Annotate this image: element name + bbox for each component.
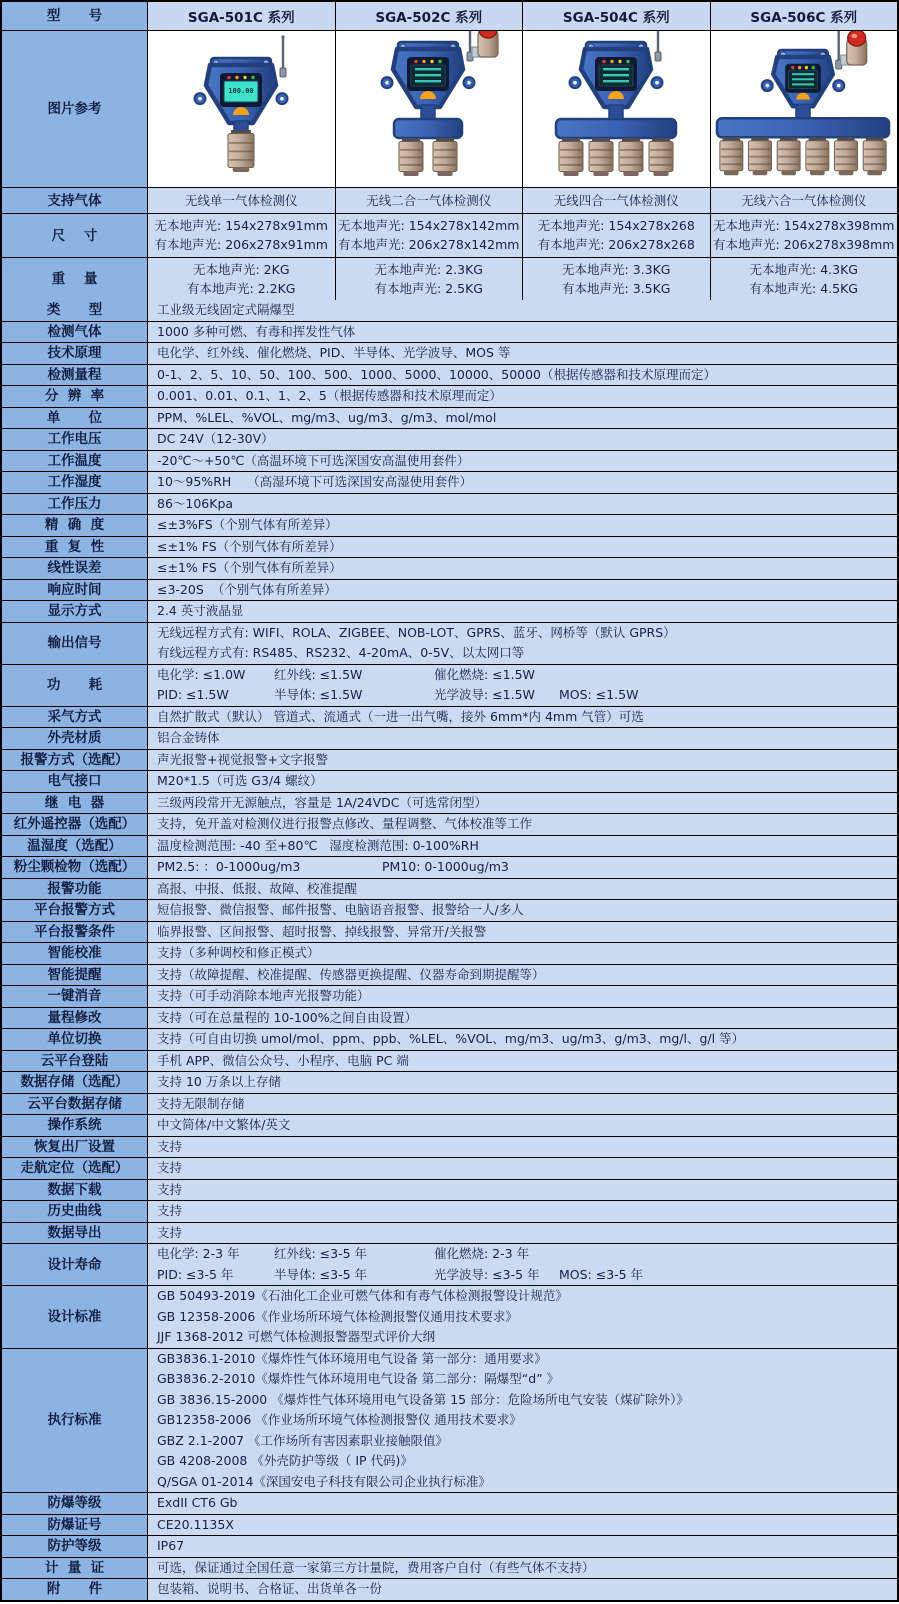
spec-line: 短信报警、微信报警、邮件报警、电脑语音报警、报警给一人/多人	[157, 902, 524, 917]
spec-line: 铝合金铸体	[157, 730, 220, 745]
spec-row	[2, 1157, 897, 1179]
spec-line: GB 50493-2019《石油化工企业可燃气体和有毒气体检测报警设计规范》	[157, 1288, 568, 1303]
spec-row	[2, 1179, 897, 1201]
spec-line: GB 3836.15-2000 《爆炸性气体环境用电气设备第 15 部分：危险场所电气安装（煤矿除外）》	[157, 1391, 689, 1407]
spec-value	[148, 1029, 897, 1050]
spec-line: CE20.1135X	[157, 1516, 234, 1532]
size-line: 有本地声光: 206x278x142mm	[338, 237, 520, 253]
spec-line: 无线远程方式有: WIFI、ROLA、ZIGBEE、NOB-LOT、GPRS、蓝牙、网桥等（默认 GPRS）	[157, 624, 676, 640]
weight-line: 无本地声光: 3.3KG	[562, 261, 671, 277]
spec-value	[148, 728, 897, 749]
spec-row	[2, 706, 897, 728]
spec-row	[2, 1093, 897, 1115]
spec-label: 数据存储（选配）	[2, 1072, 148, 1093]
spec-value	[148, 408, 897, 429]
size-line: 无本地声光: 154x278x142mm	[338, 217, 520, 233]
spec-label: 技术原理	[2, 343, 148, 364]
spec-label: 输出信号	[2, 623, 148, 664]
spec-segment: 光学波导: ≤1.5W	[434, 687, 535, 702]
spec-line: 声光报警+视觉报警+文字报警	[157, 751, 328, 767]
spec-value	[148, 793, 897, 814]
spec-value	[148, 665, 897, 706]
spec-line: 0.001、0.01、0.1、1、2、5（根据传感器和技术原理而定）	[157, 388, 502, 403]
spec-line: 10～95%RH （高湿环境下可选深国安高湿使用套件）	[157, 474, 473, 489]
spec-value	[148, 472, 897, 493]
spec-row	[2, 1557, 897, 1579]
spec-label: 云平台登陆	[2, 1051, 148, 1072]
size-line: 无本地声光: 154x278x268	[537, 217, 695, 233]
spec-label: 工作压力	[2, 494, 148, 515]
spec-label: 计 量 证	[2, 1558, 148, 1579]
spec-line: 2.4 英寸液晶显	[157, 603, 244, 618]
spec-value	[148, 537, 897, 558]
spec-line: Q/SGA 01-2014《深国安电子科技有限公司企业执行标准》	[157, 1473, 491, 1489]
gas-type-cell: 无线六合一气体检测仪	[711, 188, 898, 213]
spec-segment: 光学波导: ≤3-5 年	[434, 1266, 540, 1282]
spec-value	[148, 922, 897, 943]
supported-gas-row	[2, 187, 897, 213]
spec-row	[2, 321, 897, 343]
spec-row	[2, 1071, 897, 1093]
spec-label: 工作电压	[2, 429, 148, 450]
spec-row	[2, 364, 897, 386]
spec-line: GB 12358-2006《作业场所环境气体检测报警仪通用技术要求》	[157, 1308, 518, 1324]
spec-label: 检测气体	[2, 322, 148, 343]
size-line: 有本地声光: 206x278x268	[537, 237, 695, 253]
spec-label: 电气接口	[2, 771, 148, 792]
spec-segment: 红外线: ≤3-5 年	[274, 1246, 368, 1261]
size-cell	[523, 214, 711, 257]
size-cell	[336, 214, 524, 257]
spec-line: 可选，保证通过全国任意一家第三方计量院，费用客户自付（有些气体不支持）	[157, 1559, 595, 1575]
spec-line: -20℃～+50℃（高温环境下可选深国安高温使用套件）	[157, 452, 470, 468]
spec-value	[148, 771, 897, 792]
spec-label: 平台报警方式	[2, 900, 148, 921]
weight-cell	[523, 258, 711, 300]
spec-segment: 电化学: 2-3 年	[157, 1246, 240, 1261]
size-cell	[711, 214, 898, 257]
spec-row	[2, 1578, 897, 1600]
spec-segment: PM2.5: ：0-1000ug/m3	[157, 859, 301, 874]
spec-value	[148, 1094, 897, 1115]
spec-label: 一键消音	[2, 986, 148, 1007]
weight-line: 无本地声光: 2.3KG	[374, 261, 483, 277]
spec-value	[148, 943, 897, 964]
spec-row	[2, 493, 897, 515]
spec-value	[148, 558, 897, 579]
weight-row-label: 重 量	[2, 258, 148, 300]
size-line: 无本地声光: 154x278x91mm	[154, 217, 328, 233]
device-image-cell	[148, 31, 336, 187]
size-line: 有本地声光: 206x278x398mm	[713, 237, 895, 253]
model-header-sga-502c: SGA-502C 系列	[336, 2, 524, 30]
spec-value	[148, 1515, 897, 1536]
spec-row	[2, 835, 897, 857]
spec-line: PPM、%LEL、%VOL、mg/m3、ug/m3、g/m3、mol/mol	[157, 409, 497, 425]
spec-line: 支持	[157, 1160, 183, 1175]
spec-value	[148, 494, 897, 515]
spec-row	[2, 1243, 897, 1285]
spec-line: 包装箱、说明书、合格证、出货单各一份	[157, 1581, 383, 1596]
spec-label: 工作湿度	[2, 472, 148, 493]
gas-type-cell: 无线二合一气体检测仪	[336, 188, 524, 213]
spec-value	[148, 836, 897, 857]
spec-line: 有线远程方式有: RS485、RS232、4-20mA、0-5V、以太网口等	[157, 645, 525, 660]
size-line: 无本地声光: 154x278x398mm	[713, 217, 895, 233]
spec-row	[2, 1535, 897, 1557]
spec-label: 数据导出	[2, 1223, 148, 1244]
spec-row	[2, 579, 897, 601]
spec-line: ≤±1% FS（个别气体有所差异）	[157, 538, 342, 554]
spec-value	[148, 580, 897, 601]
spec-row	[2, 428, 897, 450]
spec-label: 防护等级	[2, 1536, 148, 1557]
weight-line: 有本地声光: 2.5KG	[374, 280, 483, 296]
spec-label: 线性误差	[2, 558, 148, 579]
spec-segment: 红外线: ≤1.5W	[274, 666, 363, 682]
spec-row	[2, 622, 897, 664]
spec-label: 功 耗	[2, 665, 148, 706]
device-image-sga-501c	[148, 31, 335, 187]
spec-value	[148, 1051, 897, 1072]
spec-label: 附 件	[2, 1579, 148, 1600]
model-header-sga-504c: SGA-504C 系列	[523, 2, 711, 30]
spec-value	[148, 965, 897, 986]
spec-segment: 半导体: ≤1.5W	[274, 687, 363, 702]
spec-segment: 催化燃烧: ≤1.5W	[434, 666, 535, 682]
spec-row	[2, 1007, 897, 1029]
spec-value	[148, 814, 897, 835]
spec-label: 恢复出厂设置	[2, 1137, 148, 1158]
spec-label: 分 辨 率	[2, 386, 148, 407]
weight-row	[2, 257, 897, 300]
spec-line: GB 4208-2008 《外壳防护等级（ IP 代码)》	[157, 1453, 413, 1468]
spec-row	[2, 727, 897, 749]
spec-row	[2, 600, 897, 622]
weight-line: 有本地声光: 3.5KG	[562, 280, 671, 296]
spec-line: 电化学、红外线、催化燃烧、PID、半导体、光学波导、MOS 等	[157, 345, 511, 360]
spec-value	[148, 1072, 897, 1093]
weight-cell	[336, 258, 524, 300]
spec-line	[157, 1265, 897, 1286]
spec-row	[2, 385, 897, 407]
spec-value	[148, 1137, 897, 1158]
spec-label: 平台报警条件	[2, 922, 148, 943]
spec-value	[148, 1493, 897, 1514]
spec-row	[2, 942, 897, 964]
spec-label: 历史曲线	[2, 1201, 148, 1222]
spec-line: ≤±3%FS（个别气体有所差异）	[157, 517, 338, 532]
spec-row	[2, 557, 897, 579]
spec-label: 重 复 性	[2, 537, 148, 558]
spec-line: 中文简体/中文繁体/英文	[157, 1117, 291, 1132]
device-image-sga-506c	[711, 31, 898, 187]
svg-text:100.00: 100.00	[228, 87, 254, 95]
spec-segment: MOS: ≤3-5 年	[559, 1266, 644, 1282]
device-image-cell	[711, 31, 898, 187]
device-image-sga-502c	[336, 31, 523, 187]
spec-row	[2, 342, 897, 364]
spec-row	[2, 921, 897, 943]
spec-value	[148, 322, 897, 343]
weight-cell	[711, 258, 898, 300]
spec-label: 精 确 度	[2, 515, 148, 536]
spec-label: 外壳材质	[2, 728, 148, 749]
spec-row	[2, 964, 897, 986]
device-image-cell	[336, 31, 524, 187]
spec-row	[2, 471, 897, 493]
spec-segment: 电化学: ≤1.0W	[157, 666, 246, 682]
spec-row	[2, 300, 897, 321]
gas-type-cell: 无线单一气体检测仪	[148, 188, 336, 213]
spec-row	[2, 813, 897, 835]
spec-value	[148, 429, 897, 450]
size-line: 有本地声光: 206x278x91mm	[154, 237, 328, 253]
spec-line: 工业级无线固定式隔爆型	[157, 302, 295, 317]
spec-line: 支持（多种调校和修正模式）	[157, 945, 320, 960]
spec-value	[148, 365, 897, 386]
size-row	[2, 213, 897, 257]
spec-line: ≤3-20S （个别气体有所差异）	[157, 581, 337, 597]
spec-value	[148, 1244, 897, 1285]
model-header-label: 型 号	[2, 2, 148, 30]
spec-value	[148, 1349, 897, 1493]
spec-line: DC 24V（12-30V）	[157, 431, 274, 446]
spec-label: 执行标准	[2, 1349, 148, 1493]
spec-line: IP67	[157, 1538, 185, 1553]
spec-row	[2, 450, 897, 472]
spec-line: M20*1.5（可选 G3/4 螺纹）	[157, 773, 323, 788]
spec-line: 支持（可自由切换 umol/mol、ppm、ppb、%LEL、%VOL、mg/m3、ug/m3、g/m3、mg/l、g/l 等）	[157, 1031, 745, 1046]
spec-segment: MOS: ≤1.5W	[559, 687, 639, 702]
spec-line: 支持	[157, 1224, 183, 1240]
spec-line: 临界报警、区间报警、超时报警、掉线报警、异常开/关报警	[157, 923, 487, 939]
spec-line: 支持（可手动消除本地声光报警功能）	[157, 988, 370, 1003]
spec-segment: 催化燃烧: 2-3 年	[434, 1246, 530, 1261]
spec-row	[2, 1285, 897, 1348]
spec-row	[2, 856, 897, 878]
weight-line: 有本地声光: 2.2KG	[187, 280, 296, 296]
spec-value	[148, 1536, 897, 1557]
spec-row	[2, 770, 897, 792]
spec-line: 支持，免开盖对检测仪进行报警点修改、量程调整、气体校准等工作	[157, 816, 533, 831]
spec-value	[148, 1180, 897, 1201]
model-header-sga-501c: SGA-501C 系列	[148, 2, 336, 30]
spec-row	[2, 792, 897, 814]
spec-label: 智能校准	[2, 943, 148, 964]
spec-row	[2, 985, 897, 1007]
spec-value	[148, 386, 897, 407]
model-header-row	[2, 2, 897, 30]
spec-row	[2, 1114, 897, 1136]
spec-value	[148, 707, 897, 728]
size-cell	[148, 214, 336, 257]
spec-line: 支持	[157, 1181, 183, 1197]
spec-value	[148, 1579, 897, 1600]
spec-value	[148, 515, 897, 536]
spec-line: 1000 多种可燃、有毒和挥发性气体	[157, 323, 356, 339]
spec-segment: 半导体: ≤3-5 年	[274, 1266, 368, 1282]
spec-row	[2, 664, 897, 706]
spec-value	[148, 986, 897, 1007]
weight-line: 无本地声光: 4.3KG	[749, 261, 858, 277]
spec-line: ≤±1% FS（个别气体有所差异）	[157, 560, 342, 575]
spec-value	[148, 1115, 897, 1136]
spec-label: 工作温度	[2, 451, 148, 472]
spec-value	[148, 1158, 897, 1179]
spec-label: 显示方式	[2, 601, 148, 622]
spec-label: 操作系统	[2, 1115, 148, 1136]
spec-row	[2, 514, 897, 536]
spec-label: 数据下载	[2, 1180, 148, 1201]
spec-row	[2, 1514, 897, 1536]
spec-label: 云平台数据存储	[2, 1094, 148, 1115]
spec-row	[2, 1348, 897, 1493]
spec-value	[148, 601, 897, 622]
spec-value	[148, 1558, 897, 1579]
spec-label: 单 位	[2, 408, 148, 429]
spec-label: 温湿度（选配）	[2, 836, 148, 857]
spec-line	[157, 665, 897, 686]
spec-rows-section	[2, 300, 897, 1600]
spec-row	[2, 1050, 897, 1072]
spec-label: 报警功能	[2, 879, 148, 900]
weight-cell	[148, 258, 336, 300]
spec-line: 支持	[157, 1138, 183, 1154]
spec-label: 设计寿命	[2, 1244, 148, 1285]
spec-row	[2, 1028, 897, 1050]
spec-line: 高报、中报、低报、故障、校准提醒	[157, 880, 358, 896]
spec-value	[148, 857, 897, 878]
spec-row	[2, 407, 897, 429]
spec-line: 支持	[157, 1203, 183, 1218]
weight-line: 无本地声光: 2KG	[192, 261, 290, 277]
device-image-sga-504c	[523, 31, 710, 187]
spec-label: 继 电 器	[2, 793, 148, 814]
spec-line: 86～106Kpa	[157, 495, 234, 511]
spec-label: 单位切换	[2, 1029, 148, 1050]
spec-label: 报警方式（选配）	[2, 750, 148, 771]
spec-line	[157, 857, 897, 878]
spec-label: 粉尘颗检物（选配）	[2, 857, 148, 878]
spec-line	[157, 685, 897, 706]
spec-label: 检测量程	[2, 365, 148, 386]
spec-label: 防爆证号	[2, 1515, 148, 1536]
spec-line: 支持无限制存储	[157, 1095, 245, 1111]
spec-line: 温度检测范围: -40 至+80℃ 湿度检测范围: 0-100%RH	[157, 837, 479, 853]
spec-segment: PID: ≤3-5 年	[157, 1266, 234, 1282]
model-header-sga-506c: SGA-506C 系列	[711, 2, 898, 30]
weight-line: 有本地声光: 4.5KG	[749, 280, 858, 296]
spec-segment: PM10: 0-1000ug/m3	[382, 859, 509, 874]
spec-value	[148, 750, 897, 771]
spec-segment: PID: ≤1.5W	[157, 687, 229, 702]
spec-label: 设计标准	[2, 1286, 148, 1348]
spec-line: 自然扩散式（默认） 管道式、流通式（一进一出气嘴，接外 6mm*内 4mm 气管）可选	[157, 708, 644, 724]
spec-value	[148, 343, 897, 364]
spec-value	[148, 1286, 897, 1348]
spec-row	[2, 1136, 897, 1158]
spec-line: 0-1、2、5、10、50、100、500、1000、5000、10000、50000（根据传感器和技术原理而定）	[157, 366, 717, 382]
spec-line: GB12358-2006 《作业场所环境气体检测报警仪 通用技术要求》	[157, 1412, 522, 1427]
spec-line	[157, 1244, 897, 1265]
spec-value	[148, 1008, 897, 1029]
spec-row	[2, 1222, 897, 1244]
spec-label: 走航定位（选配）	[2, 1158, 148, 1179]
spec-value	[148, 900, 897, 921]
size-row-label: 尺 寸	[2, 214, 148, 257]
spec-value	[148, 300, 897, 321]
spec-line: 支持 10 万条以上存储	[157, 1074, 281, 1089]
spec-label: 红外遥控器（选配）	[2, 814, 148, 835]
spec-line: 支持（可在总量程的 10-100%之间自由设置）	[157, 1009, 418, 1025]
spec-value	[148, 1201, 897, 1222]
spec-row	[2, 878, 897, 900]
spec-label: 类 型	[2, 300, 148, 321]
spec-row	[2, 899, 897, 921]
spec-value	[148, 623, 897, 664]
spec-line: ExdII CT6 Gb	[157, 1495, 238, 1510]
image-reference-row	[2, 30, 897, 187]
spec-line: 手机 APP、微信公众号、小程序、电脑 PC 端	[157, 1052, 409, 1068]
spec-value	[148, 879, 897, 900]
image-row-label: 图片参考	[2, 31, 148, 187]
spec-row	[2, 536, 897, 558]
spec-line: GBZ 2.1-2007 《工作场所有害因素职业接触限值》	[157, 1432, 448, 1448]
spec-line: GB3836.2-2010《爆炸性气体环境用电气设备 第二部分：隔爆型“d” 》	[157, 1371, 560, 1386]
spec-label: 防爆等级	[2, 1493, 148, 1514]
spec-value	[148, 1223, 897, 1244]
spec-label: 智能提醒	[2, 965, 148, 986]
spec-value	[148, 451, 897, 472]
spec-row	[2, 749, 897, 771]
spec-label: 采气方式	[2, 707, 148, 728]
gas-row-label: 支持气体	[2, 188, 148, 213]
spec-row	[2, 1492, 897, 1514]
spec-line: JJF 1368-2012 可燃气体检测报警器型式评价大纲	[157, 1329, 436, 1344]
spec-line: GB3836.1-2010《爆炸性气体环境用电气设备 第一部分：通用要求》	[157, 1350, 547, 1366]
spec-line: 三级两段常开无源触点，容量是 1A/24VDC（可选常闭型）	[157, 794, 487, 810]
spec-label: 响应时间	[2, 580, 148, 601]
gas-type-cell: 无线四合一气体检测仪	[523, 188, 711, 213]
spec-line: 支持（故障提醒、校准提醒、传感器更换提醒、仪器寿命到期提醒等）	[157, 966, 545, 982]
spec-row	[2, 1200, 897, 1222]
device-image-cell	[523, 31, 711, 187]
spec-label: 量程修改	[2, 1008, 148, 1029]
